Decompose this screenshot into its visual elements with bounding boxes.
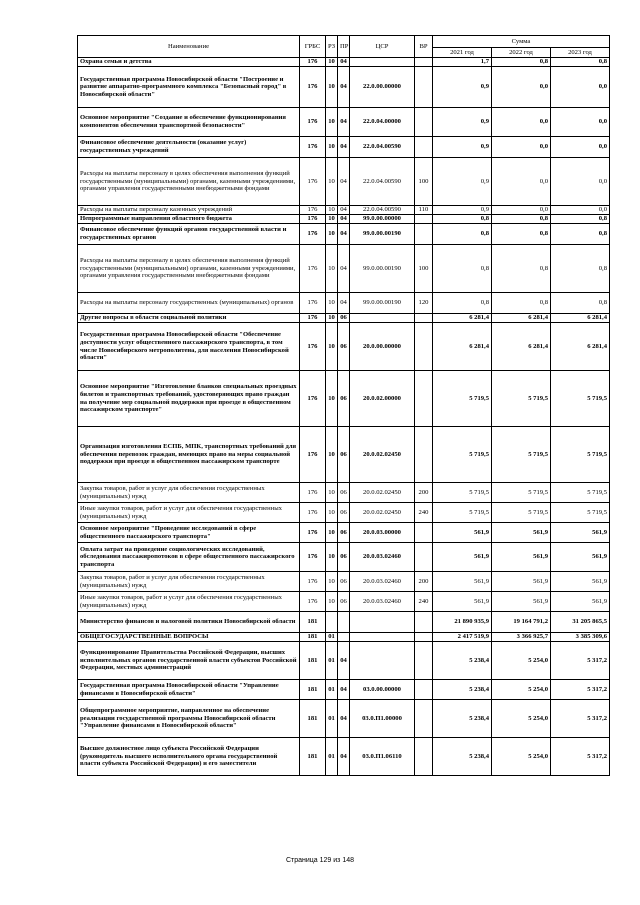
row-sum-2022: 0,0 (492, 108, 551, 137)
row-name: Основное мероприятие "Проведение исследований в сфере общественного пассажирского транспорта" (78, 523, 300, 543)
row-sum-2022: 5 254,0 (492, 738, 551, 776)
row-csr: 22.0.04.00000 (350, 108, 415, 137)
header-name: Наименование (78, 36, 300, 58)
row-name: Расходы на выплаты персоналу в целях обеспечения выполнения функций государственными (муниципальными) органами, казенными учреждениями, органами управления государственными внебюджетными фондами (78, 245, 300, 293)
table-row (78, 67, 610, 108)
row-sum-2023: 0,0 (551, 67, 610, 108)
row-pr: 04 (338, 245, 350, 293)
row-sum-2021: 2 417 519,9 (433, 633, 492, 642)
header-year-2022: 2022 год (492, 48, 551, 58)
row-grbs: 176 (300, 503, 326, 523)
header-csr: ЦСР (350, 36, 415, 58)
row-csr: 22.0.04.00590 (350, 206, 415, 215)
header-grbs: ГРБС (300, 36, 326, 58)
row-name: Высшее должностное лицо субъекта Российской Федерации (руководитель высшего исполнительного органа государственной власти субъекта Российской Федерации) и его заместители (78, 738, 300, 776)
row-sum-2023: 561,9 (551, 523, 610, 543)
row-grbs: 181 (300, 633, 326, 642)
row-grbs: 181 (300, 680, 326, 700)
row-sum-2022: 5 254,0 (492, 680, 551, 700)
row-sum-2021: 5 719,5 (433, 483, 492, 503)
row-vr (415, 523, 433, 543)
row-sum-2021: 6 281,4 (433, 323, 492, 371)
row-sum-2021: 5 238,4 (433, 700, 492, 738)
row-grbs: 176 (300, 108, 326, 137)
row-sum-2023: 0,0 (551, 158, 610, 206)
row-sum-2022: 0,0 (492, 67, 551, 108)
row-pr: 04 (338, 206, 350, 215)
row-sum-2021: 0,9 (433, 67, 492, 108)
table-row (78, 523, 610, 543)
row-sum-2021: 0,9 (433, 206, 492, 215)
row-pr (338, 633, 350, 642)
row-pr: 04 (338, 700, 350, 738)
row-sum-2022: 561,9 (492, 523, 551, 543)
row-vr (415, 108, 433, 137)
row-rz: 10 (326, 592, 338, 612)
row-sum-2021: 0,8 (433, 224, 492, 245)
row-grbs: 176 (300, 224, 326, 245)
row-rz: 01 (326, 633, 338, 642)
row-pr: 06 (338, 323, 350, 371)
row-sum-2023: 5 317,2 (551, 738, 610, 776)
row-sum-2022: 5 254,0 (492, 642, 551, 680)
row-csr: 20.0.02.00000 (350, 371, 415, 427)
row-grbs: 176 (300, 215, 326, 224)
row-vr (415, 67, 433, 108)
row-sum-2023: 6 281,4 (551, 314, 610, 323)
row-csr: 03.0.00.00000 (350, 680, 415, 700)
row-rz: 01 (326, 738, 338, 776)
table-row (78, 314, 610, 323)
row-rz: 10 (326, 503, 338, 523)
table-row (78, 680, 610, 700)
row-csr: 20.0.03.02460 (350, 592, 415, 612)
row-csr: 20.0.03.00000 (350, 523, 415, 543)
table-row (78, 592, 610, 612)
row-csr: 20.0.02.02450 (350, 483, 415, 503)
row-pr: 06 (338, 572, 350, 592)
row-sum-2021: 561,9 (433, 543, 492, 572)
row-pr: 04 (338, 738, 350, 776)
row-sum-2022: 561,9 (492, 543, 551, 572)
row-grbs: 176 (300, 314, 326, 323)
row-rz: 10 (326, 58, 338, 67)
row-sum-2023: 6 281,4 (551, 323, 610, 371)
row-sum-2023: 561,9 (551, 592, 610, 612)
row-csr (350, 633, 415, 642)
row-vr (415, 314, 433, 323)
header-pr: ПР (338, 36, 350, 58)
row-sum-2021: 5 238,4 (433, 680, 492, 700)
row-name: Непрограммные направления областного бюджета (78, 215, 300, 224)
row-name: Финансовое обеспечение деятельности (оказание услуг) государственных учреждений (78, 137, 300, 158)
row-name: Иные закупки товаров, работ и услуг для обеспечения государственных (муниципальных) нужд (78, 503, 300, 523)
budget-table (77, 35, 610, 776)
row-pr: 04 (338, 158, 350, 206)
row-sum-2021: 0,8 (433, 293, 492, 314)
header-sum: Сумма (433, 36, 610, 48)
row-sum-2021: 5 719,5 (433, 371, 492, 427)
row-vr: 240 (415, 592, 433, 612)
page-number: Страница 129 из 148 (285, 857, 355, 864)
table-body (78, 58, 610, 776)
row-rz: 01 (326, 700, 338, 738)
header-vr: ВР (415, 36, 433, 58)
row-sum-2022: 0,0 (492, 137, 551, 158)
row-vr (415, 543, 433, 572)
row-rz: 10 (326, 245, 338, 293)
row-sum-2022: 3 366 925,7 (492, 633, 551, 642)
row-sum-2022: 0,8 (492, 245, 551, 293)
row-sum-2022: 19 164 791,2 (492, 612, 551, 633)
row-sum-2023: 0,0 (551, 137, 610, 158)
row-pr: 06 (338, 427, 350, 483)
row-grbs: 181 (300, 642, 326, 680)
row-csr: 20.0.03.02460 (350, 572, 415, 592)
row-vr (415, 633, 433, 642)
row-vr (415, 224, 433, 245)
row-sum-2022: 0,8 (492, 58, 551, 67)
row-name: Расходы на выплаты персоналу государственных (муниципальных) органов (78, 293, 300, 314)
row-grbs: 176 (300, 427, 326, 483)
row-csr: 22.0.04.00590 (350, 158, 415, 206)
row-vr (415, 323, 433, 371)
row-grbs: 176 (300, 572, 326, 592)
row-sum-2022: 5 254,0 (492, 700, 551, 738)
table-row (78, 700, 610, 738)
row-pr: 04 (338, 58, 350, 67)
row-sum-2023: 0,8 (551, 245, 610, 293)
table-row (78, 224, 610, 245)
row-sum-2022: 5 719,5 (492, 503, 551, 523)
row-name: Финансовое обеспечение функций органов государственной власти и государственных органов (78, 224, 300, 245)
row-pr: 06 (338, 503, 350, 523)
row-sum-2021: 0,9 (433, 108, 492, 137)
row-rz: 01 (326, 642, 338, 680)
row-sum-2022: 561,9 (492, 572, 551, 592)
row-rz: 10 (326, 427, 338, 483)
row-sum-2023: 0,0 (551, 206, 610, 215)
row-name: Основное мероприятие "Создание и обеспечение функционирования компонентов обеспечения транспортной безопасности" (78, 108, 300, 137)
row-name: Оплата затрат на проведение социологических исследований, обследования пассажиропотоков в сфере общественного пассажирского транспорта (78, 543, 300, 572)
table-row (78, 245, 610, 293)
row-vr: 100 (415, 245, 433, 293)
row-sum-2021: 21 890 935,9 (433, 612, 492, 633)
row-vr (415, 700, 433, 738)
row-csr: 20.0.02.02450 (350, 427, 415, 483)
table-row (78, 427, 610, 483)
row-rz: 10 (326, 293, 338, 314)
row-grbs: 176 (300, 483, 326, 503)
row-vr (415, 642, 433, 680)
row-sum-2023: 561,9 (551, 572, 610, 592)
row-grbs: 176 (300, 543, 326, 572)
row-csr: 03.0.П1.06110 (350, 738, 415, 776)
table-row (78, 215, 610, 224)
row-sum-2022: 5 719,5 (492, 483, 551, 503)
row-grbs: 176 (300, 323, 326, 371)
row-sum-2023: 0,8 (551, 215, 610, 224)
row-grbs: 181 (300, 700, 326, 738)
row-rz: 01 (326, 680, 338, 700)
row-vr: 200 (415, 483, 433, 503)
row-name: Закупка товаров, работ и услуг для обеспечения государственных (муниципальных) нужд (78, 572, 300, 592)
row-rz: 10 (326, 137, 338, 158)
row-pr: 06 (338, 483, 350, 503)
row-sum-2023: 5 719,5 (551, 483, 610, 503)
row-sum-2022: 0,0 (492, 206, 551, 215)
table-row (78, 738, 610, 776)
row-name: Организация изготовления ЕСПБ, МПК, транспортных требований для обеспечения перевозок граждан, имеющих право на меры социальной поддержки при проезде в общественном пассажирском транспорте (78, 427, 300, 483)
row-rz: 10 (326, 483, 338, 503)
row-sum-2021: 0,9 (433, 158, 492, 206)
header-year-2021: 2021 год (433, 48, 492, 58)
row-vr: 120 (415, 293, 433, 314)
row-vr: 100 (415, 158, 433, 206)
row-sum-2022: 0,8 (492, 293, 551, 314)
row-grbs: 176 (300, 293, 326, 314)
table-row (78, 206, 610, 215)
row-grbs: 176 (300, 371, 326, 427)
row-pr: 04 (338, 642, 350, 680)
row-rz: 10 (326, 543, 338, 572)
row-sum-2021: 0,8 (433, 245, 492, 293)
table-row (78, 503, 610, 523)
row-name: Общепрограммное мероприятие, направленное на обеспечение реализации государственной программы Новосибирской области "Управление финансами в Новосибирской области" (78, 700, 300, 738)
row-pr: 04 (338, 224, 350, 245)
row-sum-2023: 561,9 (551, 543, 610, 572)
row-csr (350, 642, 415, 680)
row-pr: 06 (338, 592, 350, 612)
row-vr (415, 612, 433, 633)
row-sum-2021: 5 238,4 (433, 738, 492, 776)
row-csr: 20.0.00.00000 (350, 323, 415, 371)
row-sum-2022: 0,0 (492, 158, 551, 206)
row-grbs: 176 (300, 592, 326, 612)
row-pr: 06 (338, 314, 350, 323)
row-vr: 110 (415, 206, 433, 215)
row-sum-2022: 6 281,4 (492, 314, 551, 323)
row-pr: 04 (338, 215, 350, 224)
row-sum-2021: 561,9 (433, 592, 492, 612)
row-pr: 06 (338, 371, 350, 427)
row-name: Министерство финансов и налоговой политики Новосибирской области (78, 612, 300, 633)
row-vr (415, 738, 433, 776)
row-rz: 10 (326, 206, 338, 215)
row-name: Государственная программа Новосибирской области "Управление финансами в Новосибирской области" (78, 680, 300, 700)
row-grbs: 176 (300, 158, 326, 206)
row-name: Основное мероприятие "Изготовление бланков специальных проездных билетов и транспортных требований, удостоверяющих право граждан на получение мер социальной поддержки при проезде в общественном пассажирском транспорте" (78, 371, 300, 427)
row-vr: 200 (415, 572, 433, 592)
table-row (78, 323, 610, 371)
table-row (78, 58, 610, 67)
row-vr (415, 371, 433, 427)
row-sum-2023: 5 317,2 (551, 700, 610, 738)
table-row (78, 612, 610, 633)
row-sum-2021: 5 719,5 (433, 503, 492, 523)
row-csr: 99.0.00.00190 (350, 224, 415, 245)
row-sum-2022: 5 719,5 (492, 427, 551, 483)
row-name: Расходы на выплаты персоналу казенных учреждений (78, 206, 300, 215)
row-csr: 22.0.00.00000 (350, 67, 415, 108)
row-rz: 10 (326, 67, 338, 108)
row-csr: 22.0.04.00590 (350, 137, 415, 158)
row-sum-2022: 0,8 (492, 215, 551, 224)
row-csr: 99.0.00.00190 (350, 245, 415, 293)
row-grbs: 176 (300, 245, 326, 293)
row-sum-2021: 5 719,5 (433, 427, 492, 483)
row-csr: 20.0.02.02450 (350, 503, 415, 523)
row-pr (338, 612, 350, 633)
row-csr (350, 58, 415, 67)
row-sum-2021: 1,7 (433, 58, 492, 67)
row-rz: 10 (326, 371, 338, 427)
row-grbs: 176 (300, 58, 326, 67)
row-sum-2022: 0,8 (492, 224, 551, 245)
row-grbs: 176 (300, 67, 326, 108)
row-vr (415, 427, 433, 483)
row-rz: 10 (326, 572, 338, 592)
row-vr (415, 215, 433, 224)
row-sum-2023: 5 317,2 (551, 680, 610, 700)
row-name: Государственная программа Новосибирской области "Обеспечение доступности услуг общественного пассажирского транспорта, в том числе Новосибирского метрополитена, для населения Новосибирской области" (78, 323, 300, 371)
row-sum-2023: 0,8 (551, 293, 610, 314)
row-rz (326, 612, 338, 633)
row-pr: 04 (338, 67, 350, 108)
row-sum-2023: 0,0 (551, 108, 610, 137)
row-sum-2023: 5 719,5 (551, 371, 610, 427)
row-vr (415, 137, 433, 158)
row-sum-2021: 6 281,4 (433, 314, 492, 323)
row-grbs: 181 (300, 612, 326, 633)
row-sum-2021: 0,9 (433, 137, 492, 158)
table-row (78, 293, 610, 314)
row-sum-2021: 0,8 (433, 215, 492, 224)
row-sum-2023: 0,8 (551, 224, 610, 245)
row-name: Государственная программа Новосибирской области "Построение и развитие аппаратно-программного комплекса "Безопасный город" в Новосибирской области" (78, 67, 300, 108)
row-pr: 06 (338, 543, 350, 572)
row-pr: 04 (338, 137, 350, 158)
row-name: Функционирование Правительства Российской Федерации, высших исполнительных органов государственной власти субъектов Российской Федерации, местных администраций (78, 642, 300, 680)
row-rz: 10 (326, 323, 338, 371)
table-row (78, 483, 610, 503)
row-sum-2021: 561,9 (433, 523, 492, 543)
row-pr: 04 (338, 293, 350, 314)
row-name: Охрана семьи и детства (78, 58, 300, 67)
row-rz: 10 (326, 215, 338, 224)
row-rz: 10 (326, 158, 338, 206)
table-row (78, 137, 610, 158)
row-vr: 240 (415, 503, 433, 523)
row-grbs: 176 (300, 206, 326, 215)
row-sum-2021: 561,9 (433, 572, 492, 592)
row-rz: 10 (326, 523, 338, 543)
row-csr: 99.0.00.00190 (350, 293, 415, 314)
row-csr: 03.0.П1.00000 (350, 700, 415, 738)
row-name: Иные закупки товаров, работ и услуг для обеспечения государственных (муниципальных) нужд (78, 592, 300, 612)
row-name: Закупка товаров, работ и услуг для обеспечения государственных (муниципальных) нужд (78, 483, 300, 503)
row-grbs: 176 (300, 137, 326, 158)
row-grbs: 181 (300, 738, 326, 776)
row-csr (350, 314, 415, 323)
row-rz: 10 (326, 224, 338, 245)
row-pr: 04 (338, 108, 350, 137)
row-sum-2022: 6 281,4 (492, 323, 551, 371)
row-sum-2023: 3 385 309,6 (551, 633, 610, 642)
row-sum-2023: 5 719,5 (551, 427, 610, 483)
row-csr (350, 612, 415, 633)
row-csr: 99.0.00.00000 (350, 215, 415, 224)
table-row (78, 572, 610, 592)
row-pr: 04 (338, 680, 350, 700)
row-name: Расходы на выплаты персоналу в целях обеспечения выполнения функций государственными (муниципальными) органами, казенными учреждениями, органами управления государственными внебюджетными фондами (78, 158, 300, 206)
row-sum-2021: 5 238,4 (433, 642, 492, 680)
table-row (78, 633, 610, 642)
row-name: Другие вопросы в области социальной политики (78, 314, 300, 323)
row-sum-2023: 5 317,2 (551, 642, 610, 680)
row-pr: 06 (338, 523, 350, 543)
row-csr: 20.0.03.02460 (350, 543, 415, 572)
header-rz: РЗ (326, 36, 338, 58)
row-sum-2023: 0,8 (551, 58, 610, 67)
row-grbs: 176 (300, 523, 326, 543)
row-name: ОБЩЕГОСУДАРСТВЕННЫЕ ВОПРОСЫ (78, 633, 300, 642)
row-vr (415, 680, 433, 700)
row-vr (415, 58, 433, 67)
table-row (78, 543, 610, 572)
table-row (78, 371, 610, 427)
table-row (78, 158, 610, 206)
row-sum-2022: 561,9 (492, 592, 551, 612)
row-sum-2023: 31 205 865,5 (551, 612, 610, 633)
row-sum-2022: 5 719,5 (492, 371, 551, 427)
table-row (78, 108, 610, 137)
row-rz: 10 (326, 314, 338, 323)
header-year-2023: 2023 год (551, 48, 610, 58)
table-row (78, 642, 610, 680)
row-rz: 10 (326, 108, 338, 137)
row-sum-2023: 5 719,5 (551, 503, 610, 523)
